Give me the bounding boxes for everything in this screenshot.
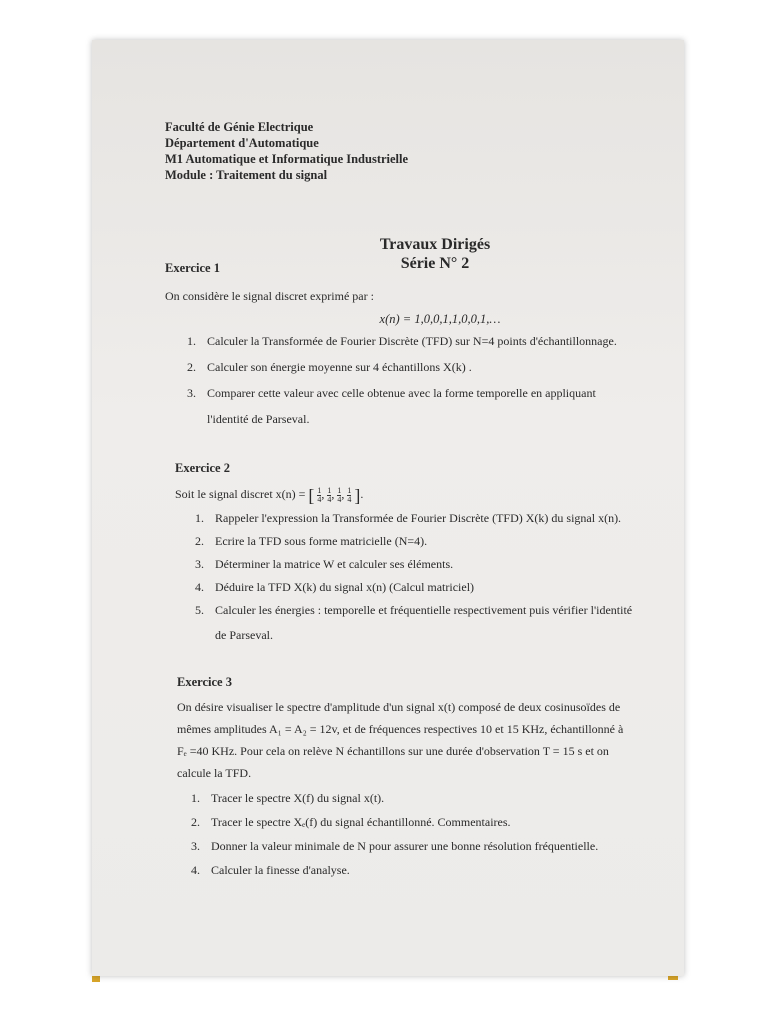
list-item: 1. Tracer le spectre X(f) du signal x(t). — [191, 790, 385, 805]
fraction: $\frac{1}{4}$ — [337, 485, 342, 504]
list-item-continuation: l'identité de Parseval. — [207, 412, 310, 426]
fraction: $\frac{1}{4}$ — [327, 485, 332, 504]
list-item: 1. Rappeler l'expression la Transformée de Fourier Discrète (TFD) X(k) du signal x(n). — [195, 510, 622, 525]
document-page — [92, 40, 684, 976]
vector-bracket-close: ] — [354, 485, 361, 506]
list-item: 3. Déterminer la matrice W et calculer ses éléments. — [195, 556, 454, 571]
list-item: 5. Calculer les énergies : temporelle et fréquentielle respectivement puis vérifier l'identité — [195, 602, 633, 617]
title-line1: Travaux Dirigés — [379, 236, 491, 253]
document-content — [165, 119, 665, 878]
exercise-1-list — [187, 333, 665, 427]
header-program: M1 Automatique et Informatique Industrielle — [165, 152, 409, 166]
exercise-3 — [177, 675, 665, 878]
list-item: 3. Comparer cette valeur avec celle obtenue avec la forme temporelle en appliquant — [187, 386, 596, 400]
exercise-1-formula: x(n) = 1,0,0,1,1,0,0,1,… — [379, 312, 501, 326]
exercise-3-paragraph: On désire visualiser le spectre d'amplitude d'un signal x(t) composé de deux cosinusoïdes de mêmes amplitudes A₁ = A₂ = 12v, et de fréquences respectives 10 et 15 KHz, échantillonné à Fₑ =40 KHz. Pour cela on relève N échantillons sur une durée d'observation T = 15 s et on calcule la TFD. — [177, 699, 624, 780]
exercise-2-title: Exercice 2 — [175, 461, 230, 475]
exercise-1-title: Exercice 1 — [165, 261, 220, 275]
header-department: Département d'Automatique — [165, 136, 319, 150]
list-item: 2. Calculer son énergie moyenne sur 4 échantillons X(k) . — [187, 360, 472, 374]
exercise-2-intro: Soit le signal discret x(n) = [ $\frac{1}{4}$ , $\frac{1}{4}$ , $\frac{1}{4}$ , $\frac{1}{4}$ ]. — [175, 485, 364, 506]
exercise-2 — [175, 461, 665, 643]
exercise-1 — [165, 261, 665, 427]
list-item: 4. Calculer la finesse d'analyse. — [191, 862, 350, 877]
list-item: 4. Déduire la TFD X(k) du signal x(n) (Calcul matriciel) — [195, 579, 475, 594]
title-line2: Série N° 2 — [400, 255, 470, 272]
header-faculty: Faculté de Génie Electrique — [165, 120, 314, 134]
list-item-continuation: de Parseval. — [215, 627, 273, 642]
list-item: 2. Tracer le spectre Xₑ(f) du signal échantillonné. Commentaires. — [191, 814, 511, 829]
header-module: Module : Traitement du signal — [165, 168, 328, 182]
header-block — [165, 119, 665, 183]
list-item: 3. Donner la valeur minimale de N pour assurer une bonne résolution fréquentielle. — [191, 838, 599, 853]
fraction: $\frac{1}{4}$ — [317, 485, 322, 504]
vector-bracket-open: [ — [308, 485, 315, 506]
exercise-2-list — [195, 510, 665, 643]
list-item: 1. Calculer la Transformée de Fourier Discrète (TFD) sur N=4 points d'échantillonnage. — [187, 334, 617, 348]
exercise-3-list — [191, 790, 665, 878]
exercise-1-intro: On considère le signal discret exprimé par : — [165, 289, 374, 303]
exercise-3-title: Exercice 3 — [177, 674, 232, 689]
list-item: 2. Ecrire la TFD sous forme matricielle (N=4). — [195, 533, 428, 548]
fraction: $\frac{1}{4}$ — [347, 485, 352, 504]
